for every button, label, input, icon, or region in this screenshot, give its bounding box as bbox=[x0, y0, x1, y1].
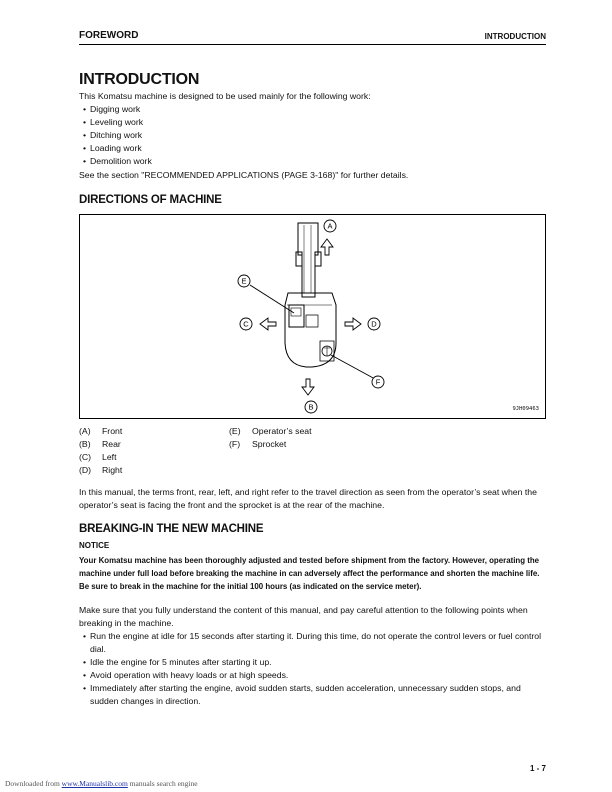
machine-directions-figure bbox=[79, 214, 546, 419]
header-chapter-title: INTRODUCTION bbox=[484, 32, 546, 41]
notice-label: NOTICE bbox=[79, 541, 110, 550]
machine-top-view-drawing bbox=[80, 215, 547, 420]
legend-item: (F) Sprocket bbox=[229, 439, 287, 449]
breakin-heading: BREAKING-IN THE NEW MACHINE bbox=[79, 523, 264, 535]
breakin-list-item: • Immediately after starting the engine, avoid sudden starts, sudden acceleration, unnecessary sudden stops, and sudden changes in direction. bbox=[83, 683, 521, 706]
download-footer bbox=[5, 779, 198, 788]
notice-line: machine under full load before breaking the machine in can adversely affect the performance and shorten the machine life. bbox=[79, 569, 540, 578]
breakin-list-item: • Avoid operation with heavy loads or at high speeds. bbox=[83, 670, 289, 680]
directions-heading: DIRECTIONS OF MACHINE bbox=[79, 194, 222, 206]
intro-list-item: • Digging work bbox=[83, 104, 141, 114]
legend-item: (E) Operator’s seat bbox=[229, 426, 312, 436]
callout-b-letter: B bbox=[308, 402, 314, 412]
intro-see-also: See the section "RECOMMENDED APPLICATIONS (PAGE 3-168)" for further details. bbox=[79, 170, 409, 180]
legend-item: (A) Front bbox=[79, 426, 123, 436]
intro-list-item: • Demolition work bbox=[83, 156, 152, 166]
legend-item: (D) Right bbox=[79, 465, 123, 475]
rear-arrow-icon bbox=[302, 379, 314, 395]
footer-prefix: Downloaded from bbox=[5, 779, 60, 788]
notice-line: Be sure to break in the machine for the initial 100 hours (as indicated on the service meter). bbox=[79, 582, 422, 591]
front-arrow-icon bbox=[321, 239, 333, 255]
footer-suffix: manuals search engine bbox=[129, 779, 198, 788]
intro-lead: This Komatsu machine is designed to be used mainly for the following work: bbox=[79, 91, 371, 101]
callout-d-letter: D bbox=[371, 319, 377, 329]
callout-f-letter: F bbox=[375, 377, 381, 387]
page-number: 1 - 7 bbox=[529, 764, 546, 773]
header-rule bbox=[79, 44, 546, 45]
directions-note: In this manual, the terms front, rear, left, and right refer to the travel direction as seen from the operator’s seat when the operator’s seat is facing the front and the sprocket is at the rear of the machine. bbox=[79, 487, 537, 510]
sprocket-leader bbox=[331, 355, 375, 379]
arm-cylinder-left bbox=[296, 252, 302, 266]
page-title: INTRODUCTION bbox=[79, 71, 200, 88]
intro-list-item: • Ditching work bbox=[83, 130, 143, 140]
left-arrow-icon bbox=[260, 318, 276, 330]
intro-list-item: • Leveling work bbox=[83, 117, 144, 127]
callout-c-letter: C bbox=[243, 319, 249, 329]
figure-code: 9JH09463 bbox=[512, 406, 539, 412]
notice-text bbox=[79, 554, 547, 593]
notice-line: Your Komatsu machine has been thoroughly adjusted and tested before shipment from the factory. However, operating the bbox=[79, 556, 540, 565]
legend-item: (C) Left bbox=[79, 452, 117, 462]
callout-a-letter: A bbox=[327, 221, 333, 231]
legend-item: (B) Rear bbox=[79, 439, 121, 449]
header-section-title: FOREWORD bbox=[79, 30, 139, 41]
breakin-list-item: • Idle the engine for 5 minutes after starting it up. bbox=[83, 657, 272, 667]
breakin-intro: Make sure that you fully understand the content of this manual, and pay careful attention to the following points when breaking in the machine. bbox=[79, 605, 528, 628]
callout-e-letter: E bbox=[241, 276, 247, 286]
operator-seat-leader bbox=[250, 285, 294, 313]
intro-list-item: • Loading work bbox=[83, 143, 142, 153]
manualslib-link[interactable]: www.Manualslib.com bbox=[61, 779, 128, 788]
breakin-list-item: • Run the engine at idle for 15 seconds after starting it. During this time, do not operate the control levers or fuel control dial. bbox=[83, 631, 542, 654]
right-arrow-icon bbox=[345, 318, 361, 330]
